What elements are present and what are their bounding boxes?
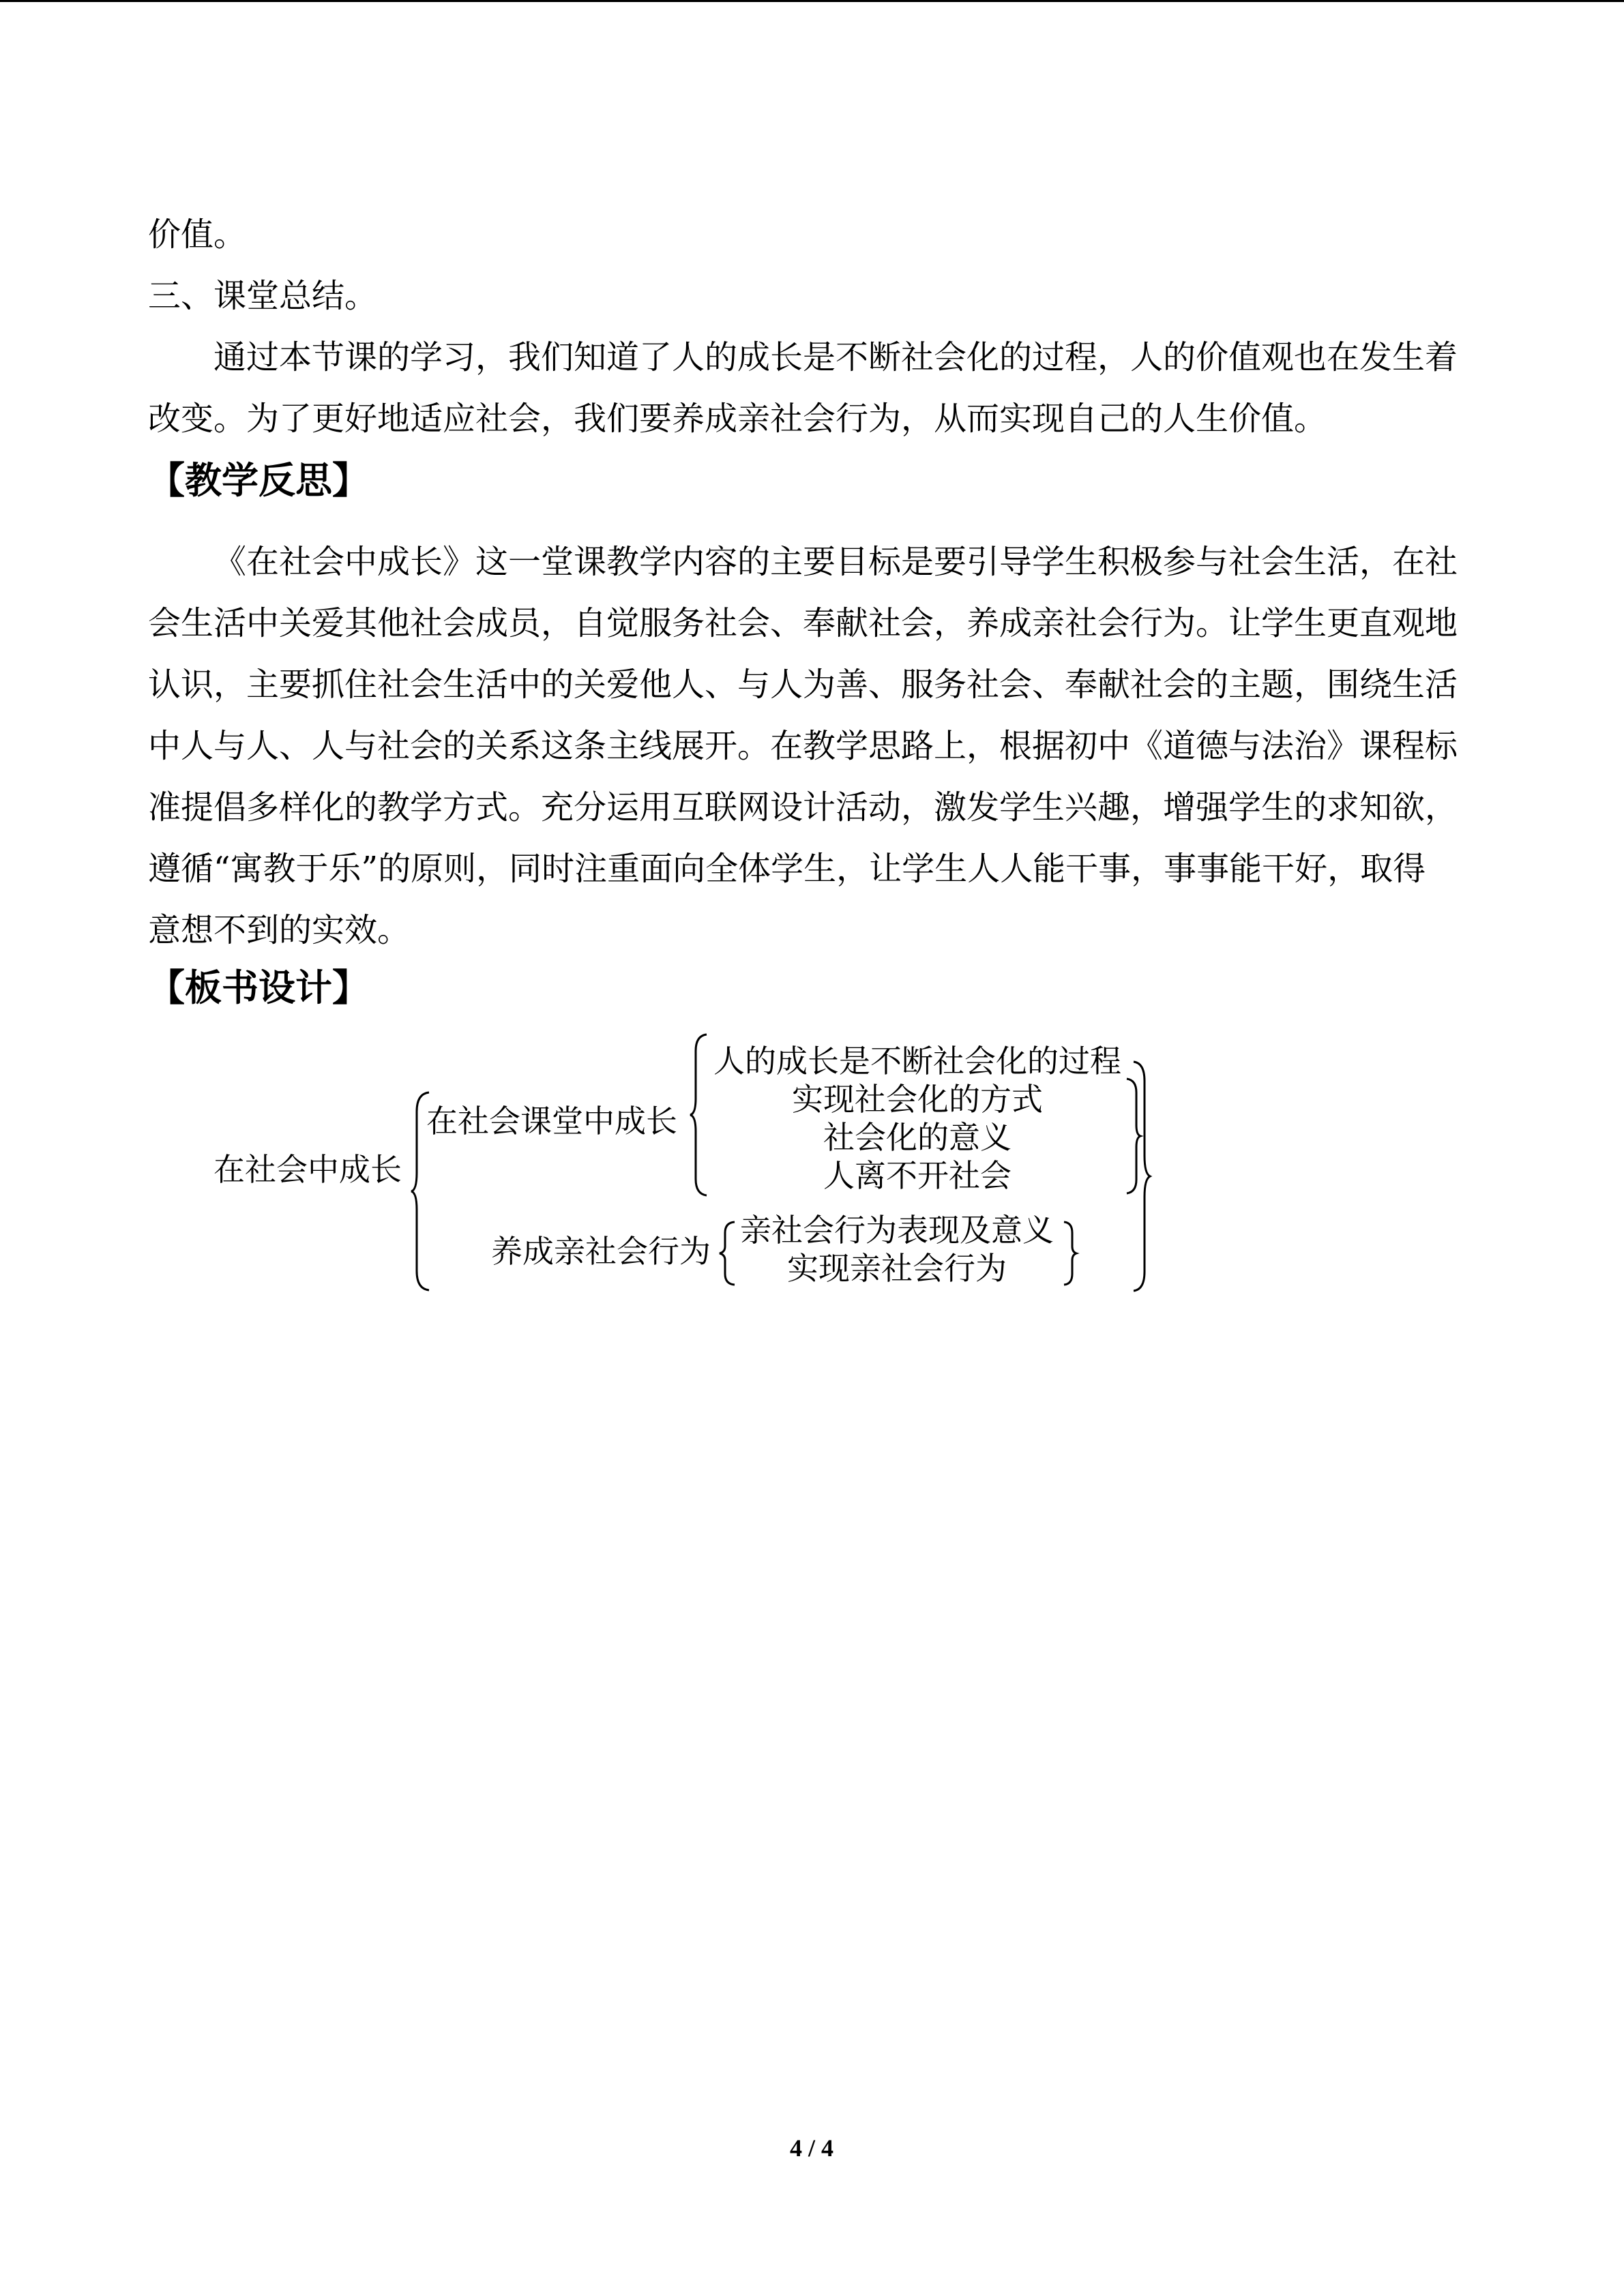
branch2-right-brace: [1063, 1221, 1078, 1286]
reflection-line-3: 认识，主要抓住社会生活中的关爱他人、与人为善、服务社会、奉献社会的主题，围绕生活: [148, 666, 1458, 704]
branch1-label: 在社会课堂中成长: [426, 1103, 677, 1139]
branch1-item-4: 人离不开社会: [823, 1157, 1012, 1194]
branch1-item-2: 实现社会化的方式: [792, 1081, 1043, 1118]
reflection-line-7: 意想不到的实效。: [148, 911, 411, 949]
branch2-left-brace: [720, 1221, 737, 1286]
branch1-item-3: 社会化的意义: [823, 1119, 1012, 1156]
reflection-heading: 【教学反思】: [148, 459, 369, 502]
branch1-left-brace: [690, 1033, 709, 1197]
branch2-item-1: 亲社会行为表现及意义: [740, 1212, 1054, 1249]
branch1-item-1: 人的成长是不断社会化的过程: [713, 1043, 1121, 1079]
branch2-item-2: 实现亲社会行为: [787, 1250, 1007, 1287]
body-line-1: 价值。: [148, 215, 247, 254]
board-design-heading: 【板书设计】: [148, 966, 369, 1009]
section-title-summary: 三、课堂总结。: [148, 277, 378, 315]
page-top-border: [0, 0, 1624, 2]
body-line-4: 改变。为了更好地适应社会，我们要养成亲社会行为，从而实现自己的人生价值。: [148, 400, 1327, 438]
reflection-line-4: 中人与人、人与社会的关系这条主线展开。在教学思路上，根据初中《道德与法治》课程标: [148, 727, 1458, 765]
board-root-label: 在社会中成长: [213, 1151, 402, 1188]
reflection-line-2: 会生活中关爱其他社会成员，自觉服务社会、奉献社会，养成亲社会行为。让学生更直观地: [148, 604, 1458, 642]
reflection-line-6: 遵循“寓教于乐”的原则，同时注重面向全体学生，让学生人人能干事，事事能干好，取得: [148, 850, 1426, 888]
page-number: 4 / 4: [789, 2134, 834, 2162]
branch2-label: 养成亲社会行为: [491, 1233, 711, 1270]
reflection-line-5: 准提倡多样化的教学方式。充分运用互联网设计活动，激发学生兴趣，增强学生的求知欲，: [148, 788, 1458, 826]
root-right-brace: [1132, 1060, 1151, 1292]
body-line-3: 通过本节课的学习，我们知道了人的成长是不断社会化的过程，人的价值观也在发生着: [213, 338, 1458, 376]
reflection-line-1: 《在社会中成长》这一堂课教学内容的主要目标是要引导学生积极参与社会生活，在社: [213, 543, 1458, 581]
